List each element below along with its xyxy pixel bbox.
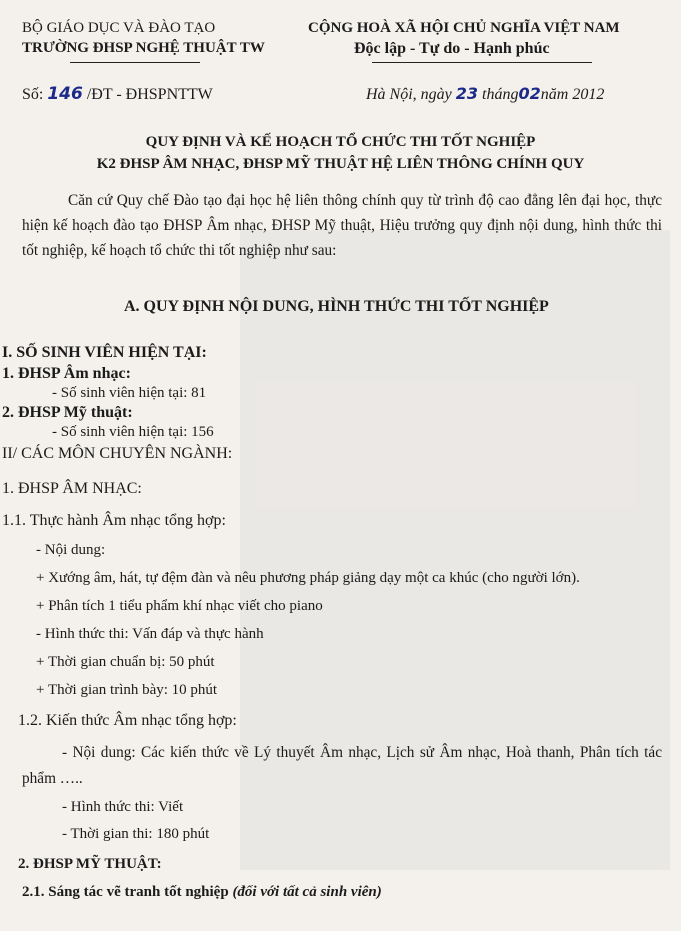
section-2-heading: II/ CÁC MÔN CHUYÊN NGÀNH: bbox=[2, 445, 233, 462]
school-name: TRƯỜNG ĐHSP NGHỆ THUẬT TW bbox=[22, 40, 265, 56]
knowledge-heading: 1.2. Kiến thức Âm nhạc tổng hợp: bbox=[18, 712, 237, 729]
date-day: 23 bbox=[455, 84, 479, 103]
date-prefix: Hà Nội, ngày bbox=[366, 86, 452, 103]
practice-item-1: + Xướng âm, hát, tự đệm đàn và nêu phương pháp giảng dạy một ca khúc (cho người lớn). bbox=[36, 570, 580, 586]
doc-number-handwritten: 146 bbox=[47, 84, 83, 104]
intro-paragraph: Căn cứ Quy chế Đào tạo đại học hệ liên thông chính quy từ trình độ cao đẳng lên đại học, thực hiện kế hoạch đào tạo ĐHSP Âm nhạc, ĐHSP Mỹ thuật, Hiệu trưởng quy định nội dung, hình thức thi tốt nghiệp, kế hoạch tổ chức thi tốt nghiệp như sau: bbox=[22, 192, 662, 259]
art-sub-heading-italic: (đối với tất cả sinh viên) bbox=[232, 884, 382, 900]
motto-underline bbox=[372, 62, 592, 63]
music-major-heading: 1. ĐHSP ÂM NHẠC: bbox=[2, 480, 142, 497]
art-heading: 2. ĐHSP Mỹ thuật: bbox=[2, 404, 133, 421]
section-1-heading: I. SỐ SINH VIÊN HIỆN TẠI: bbox=[2, 344, 207, 361]
practice-heading: 1.1. Thực hành Âm nhạc tổng hợp: bbox=[2, 512, 226, 529]
title-line-1: QUY ĐỊNH VÀ KẾ HOẠCH TỔ CHỨC THI TỐT NGHIỆP bbox=[145, 134, 536, 150]
music-heading: 1. ĐHSP Âm nhạc: bbox=[2, 365, 131, 382]
date-month: 02 bbox=[518, 84, 541, 103]
section-a-heading: A. QUY ĐỊNH NỘI DUNG, HÌNH THỨC THI TỐT NGHIỆP bbox=[124, 298, 549, 315]
practice-item-2: + Phân tích 1 tiểu phẩm khí nhạc viết cho piano bbox=[36, 598, 323, 614]
art-sub-heading bbox=[22, 884, 382, 901]
art-count: - Số sinh viên hiện tại: 156 bbox=[52, 424, 214, 440]
doc-number-prefix: Số: bbox=[22, 86, 44, 103]
motto: Độc lập - Tự do - Hạnh phúc bbox=[354, 40, 550, 57]
art-major-heading: 2. ĐHSP MỸ THUẬT: bbox=[18, 856, 162, 872]
practice-format: - Hình thức thi: Vấn đáp và thực hành bbox=[36, 626, 264, 642]
school-underline bbox=[70, 62, 200, 63]
doc-number bbox=[22, 84, 213, 104]
practice-present-time: + Thời gian trình bày: 10 phút bbox=[36, 682, 218, 698]
practice-prep-time: + Thời gian chuẩn bị: 50 phút bbox=[36, 654, 215, 670]
title-line-2: K2 ĐHSP ÂM NHẠC, ĐHSP MỸ THUẬT HỆ LIÊN THÔNG CHÍNH QUY bbox=[96, 156, 585, 172]
ministry-name: BỘ GIÁO DỤC VÀ ĐÀO TẠO bbox=[22, 20, 216, 36]
doc-number-suffix: /ĐT - ĐHSPNTTW bbox=[86, 86, 213, 103]
knowledge-content: - Nội dung: Các kiến thức về Lý thuyết Âm nhạc, Lịch sử Âm nhạc, Hoà thanh, Phân tích tác phẩm ….. bbox=[22, 744, 662, 787]
knowledge-format: - Hình thức thi: Viết bbox=[62, 799, 184, 815]
music-count: - Số sinh viên hiện tại: 81 bbox=[52, 385, 207, 401]
date-month-label: tháng bbox=[482, 86, 519, 103]
doc-date bbox=[366, 84, 604, 104]
knowledge-time: - Thời gian thi: 180 phút bbox=[62, 826, 210, 842]
date-year: năm 2012 bbox=[540, 86, 605, 103]
republic-name: CỘNG HOÀ XÃ HỘI CHỦ NGHĨA VIỆT NAM bbox=[308, 20, 620, 36]
content-label: - Nội dung: bbox=[36, 542, 106, 558]
art-sub-heading-bold: 2.1. Sáng tác vẽ tranh tốt nghiệp bbox=[22, 884, 229, 900]
